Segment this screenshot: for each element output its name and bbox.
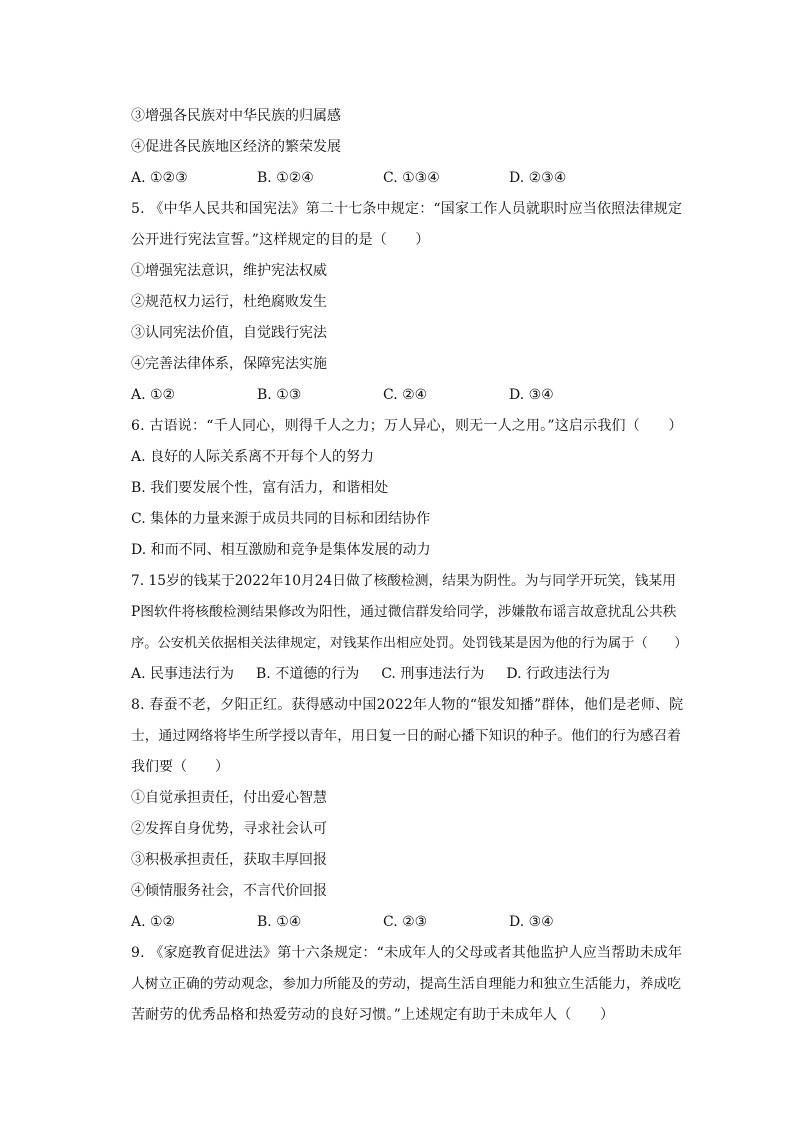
question-content bbox=[131, 101, 691, 1031]
q8-stem-line-2: 士，通过网络将毕生所学授以青年，用日复一日的耐心播下知识的种子。他们的行为感召着 bbox=[131, 728, 682, 744]
q5-stem-line-1: 5. 《中华人民共和国宪法》第二十七条中规定：“国家工作人员就职时应当依照法律规定 bbox=[131, 201, 683, 217]
q9-stem-line-1: 9. 《家庭教育促进法》第十六条规定：“未成年人的父母或者其他监护人应当帮助未成年 bbox=[131, 945, 683, 961]
option-b: B. 不道德的行为 bbox=[256, 666, 360, 682]
q6-option-b: B. 我们要发展个性，富有活力，和谐相处 bbox=[131, 480, 389, 496]
q5-statement-4: ④完善法律体系，保障宪法实施 bbox=[131, 356, 327, 372]
q7-stem-line-3: 序。公安机关依据相关法律规定，对钱某作出相应处罚。处罚钱某是因为他的行为属于（ ） bbox=[131, 636, 688, 651]
q4-options bbox=[131, 163, 691, 194]
q6-option-d: D. 和而不同、相互激励和竞争是集体发展的动力 bbox=[131, 542, 431, 558]
q8-options bbox=[131, 907, 691, 938]
q5-statement-2: ②规范权力运行，杜绝腐败发生 bbox=[131, 294, 327, 310]
q8-statement-3: ③积极承担责任，获取丰厚回报 bbox=[131, 852, 327, 868]
option-b: B. ①④ bbox=[257, 914, 302, 930]
option-a: A. 民事违法行为 bbox=[131, 666, 235, 682]
q8-stem-line-1: 8. 春蚕不老，夕阳正红。获得感动中国2022年人物的“银发知播”群体，他们是老师、院 bbox=[131, 697, 684, 713]
option-b: B. ①③ bbox=[257, 387, 302, 403]
statement-3: ③增强各民族对中华民族的归属感 bbox=[131, 108, 341, 124]
q8-statement-1: ①自觉承担责任，付出爱心智慧 bbox=[131, 790, 327, 806]
option-c: C. ①③④ bbox=[383, 170, 440, 186]
option-a: A. ①② bbox=[131, 387, 176, 403]
option-d: D. ②③④ bbox=[509, 170, 567, 186]
option-d: D. ③④ bbox=[509, 387, 554, 403]
q6-stem: 6. 古语说：“千人同心，则得千人之力；万人异心，则无一人之用。”这启示我们（ ） bbox=[131, 418, 683, 434]
q8-stem-line-3: 我们要（ ） bbox=[131, 759, 229, 775]
q7-options bbox=[131, 659, 691, 690]
option-a: A. ①② bbox=[131, 914, 176, 930]
q9-stem-line-2: 人树立正确的劳动观念，参加力所能及的劳动，提高生活自理能力和独立生活能力，养成吃 bbox=[131, 976, 682, 992]
q6-option-c: C. 集体的力量来源于成员共同的目标和团结协作 bbox=[131, 511, 431, 527]
statement-4: ④促进各民族地区经济的繁荣发展 bbox=[131, 139, 341, 155]
option-c: C. ②③ bbox=[383, 914, 428, 930]
q8-statement-4: ④倾情服务社会，不言代价回报 bbox=[131, 883, 327, 899]
option-c: C. ②④ bbox=[383, 387, 428, 403]
q8-statement-2: ②发挥自身优势，寻求社会认可 bbox=[131, 821, 327, 837]
q5-stem-line-2: 公开进行宪法宣誓。”这样规定的目的是（ ） bbox=[131, 232, 430, 248]
q5-statement-3: ③认同宪法价值，自觉践行宪法 bbox=[131, 325, 327, 341]
option-d: D. ③④ bbox=[509, 914, 554, 930]
option-c: C. 刑事违法行为 bbox=[381, 666, 485, 682]
q9-stem-line-3: 苦耐劳的优秀品格和热爱劳动的良好习惯。”上述规定有助于未成年人（ ） bbox=[131, 1007, 615, 1023]
option-b: B. ①②④ bbox=[257, 170, 314, 186]
q5-statement-1: ①增强宪法意识，维护宪法权威 bbox=[131, 263, 327, 279]
q7-stem-line-2: P图软件将核酸检测结果修改为阳性，通过微信群发给同学，涉嫌散布谣言故意扰乱公共秩 bbox=[131, 604, 677, 620]
option-a: A. ①②③ bbox=[131, 170, 188, 186]
q7-stem-line-1: 7. 15岁的钱某于2022年10月24日做了核酸检测，结果为阴性。为与同学开玩笑，钱某用 bbox=[131, 573, 676, 589]
q6-option-a: A. 良好的人际关系离不开每个人的努力 bbox=[131, 449, 375, 465]
q5-options bbox=[131, 380, 691, 411]
option-d: D. 行政违法行为 bbox=[506, 666, 610, 682]
